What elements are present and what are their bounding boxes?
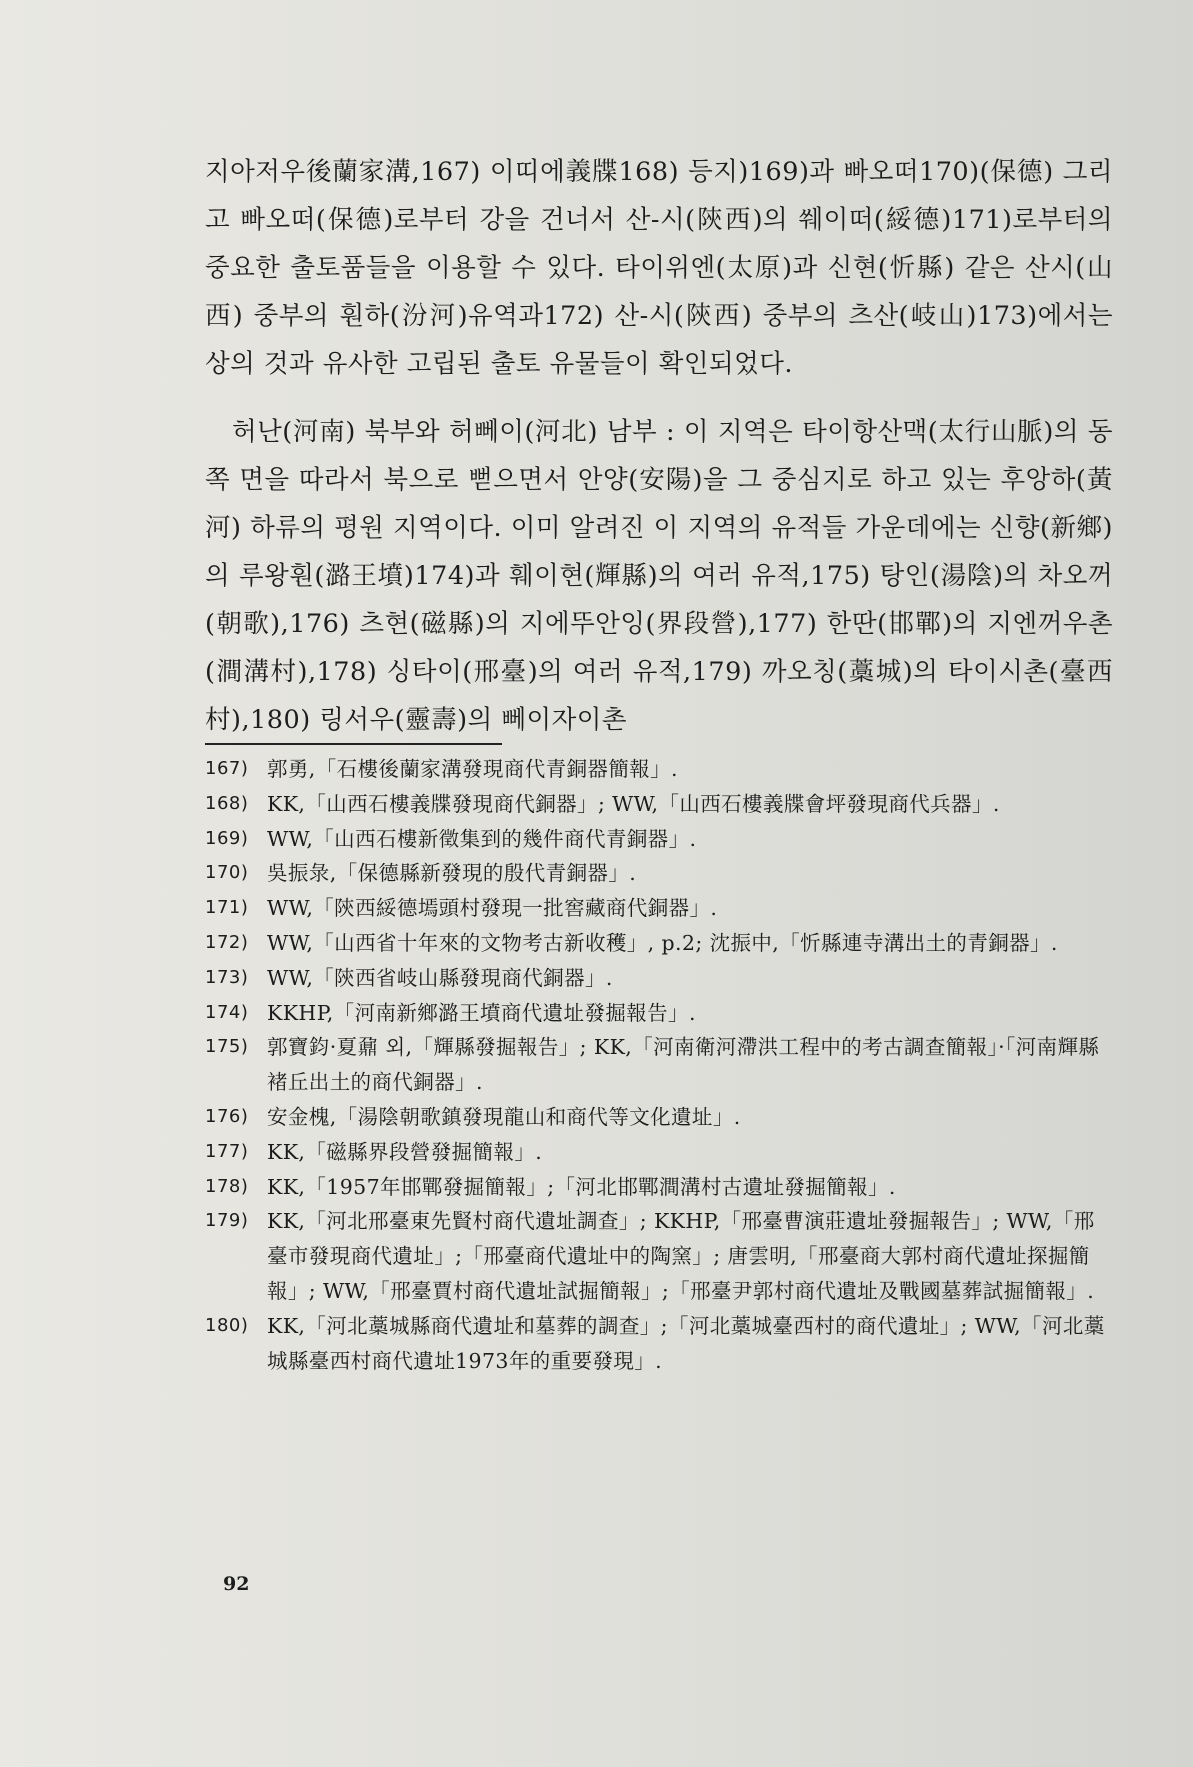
footnote [205,787,1113,822]
footnote-separator [205,743,502,745]
body-paragraph-1: 지아저우後蘭家溝,167) 이띠에義牒168) 등지)169)과 빠오떠170)(保德) 그리고 빠오떠(保德)로부터 강을 건너서 산-시(陝西)의 쒜이떠(綏德)171)로부터의 중요한 출토품들을 이용할 수 있다. 타이위엔(太原)과 신현(忻縣) 같은 산시(山西) 중부의 훤하(汾河)유역과172) 산-시(陝西) 중부의 츠산(岐山)173)에서는 상의 것과 유사한 고립된 출토 유물들이 확인되었다. [205,157,1113,379]
footnote [205,1100,1113,1135]
footnotes [205,752,1113,1378]
footnote-number: 169) [205,827,249,849]
footnote-text: KK,「磁縣界段營發掘簡報」. [267,1139,543,1164]
footnote-number: 172) [205,931,249,953]
footnote-text: KK,「河北藁城縣商代遺址和墓葬的調查」;「河北藁城臺西村的商代遺址」; WW,「河北藁城縣臺西村商代遺址1973年的重要發現」. [267,1313,1105,1373]
footnote-text: WW,「陝西省岐山縣發現商代銅器」. [267,965,613,990]
footnote-number: 174) [205,1001,249,1023]
footnote [205,996,1113,1031]
footnote-number: 171) [205,897,249,919]
footnote [205,1135,1113,1170]
page-number: 92 [223,1573,250,1595]
footnote-number: 180) [205,1314,249,1336]
footnote [205,1170,1113,1205]
footnote-text: WW,「陝西綏德墕頭村發現一批窖藏商代銅器」. [267,896,718,921]
footnote-number: 177) [205,1140,249,1162]
footnote-text: KK,「山西石樓義牒發現商代銅器」; WW,「山西石樓義牒會坪發現商代兵器」. [267,791,1000,816]
footnote-number: 176) [205,1105,249,1127]
footnote-number: 173) [205,966,249,988]
footnote [205,926,1113,961]
footnote-text: 吳振彔,「保德縣新發現的殷代青銅器」. [267,861,637,886]
footnote-number: 170) [205,862,249,884]
footnote-number: 178) [205,1175,249,1197]
footnote [205,1204,1113,1308]
footnote-text: WW,「山西石樓新徵集到的幾件商代青銅器」. [267,826,697,851]
footnote [205,822,1113,857]
footnote-text: KK,「河北邢臺東先賢村商代遺址調查」; KKHP,「邢臺曹演莊遺址發掘報告」; WW,「邢臺市發現商代遺址」;「邢臺商代遺址中的陶窯」; 唐雲明,「邢臺商大郭村商代遺址探掘簡報」; WW,「邢臺賈村商代遺址試掘簡報」;「邢臺尹郭村商代遺址及戰國墓葬試掘簡報」. [267,1209,1095,1303]
footnote-number: 167) [205,758,249,779]
footnote [205,961,1113,996]
footnote [205,856,1113,891]
body-paragraph-2: 허난(河南) 북부와 허뻬이(河北) 남부 : 이 지역은 타이항산맥(太行山脈)의 동쪽 면을 따라서 북으로 뻗으면서 안양(安陽)을 그 중심지로 하고 있는 후앙하(黃河) 하류의 평원 지역이다. 이미 알려진 이 지역의 유적들 가운데에는 신향(新鄉)의 루왕훤(潞王墳)174)과 훼이현(輝縣)의 여러 유적,175) 탕인(湯陰)의 차오꺼(朝歌),176) 츠현(磁縣)의 지에뚜안잉(界段營),177) 한딴(邯鄲)의 지엔꺼우촌(澗溝村),178) 싱타이(邢臺)의 여러 유적,179) 까오칭(藁城)의 타이시촌(臺西村),180) 링서우(靈壽)의 뻬이자이촌 [205,417,1113,735]
footnote [205,1309,1113,1379]
footnote-text: 安金槐,「湯陰朝歌鎮發現龍山和商代等文化遺址」. [267,1104,741,1129]
footnote-number: 175) [205,1036,249,1058]
footnote-text: 郭勇,「石樓後蘭家溝發現商代青銅器簡報」. [267,757,678,781]
footnote-text: KK,「1957年邯鄲發掘簡報」;「河北邯鄲澗溝村古遺址發掘簡報」. [267,1174,896,1199]
footnote-text: KKHP,「河南新鄉潞王墳商代遺址發掘報告」. [267,1000,696,1025]
footnote [205,891,1113,926]
footnote-number: 168) [205,792,249,814]
footnote [205,752,1113,787]
footnote-text: WW,「山西省十年來的文物考古新收穫」, p.2; 沈振中,「忻縣連寺溝出土的青銅器」. [267,930,1058,955]
footnote [205,1030,1113,1100]
footnote-text: 郭寶鈞·夏鼐 외,「輝縣發掘報告」; KK,「河南衛河滯洪工程中的考古調查簡報」·「河南輝縣褚丘出土的商代銅器」. [267,1035,1100,1095]
footnote-number: 179) [205,1210,249,1232]
